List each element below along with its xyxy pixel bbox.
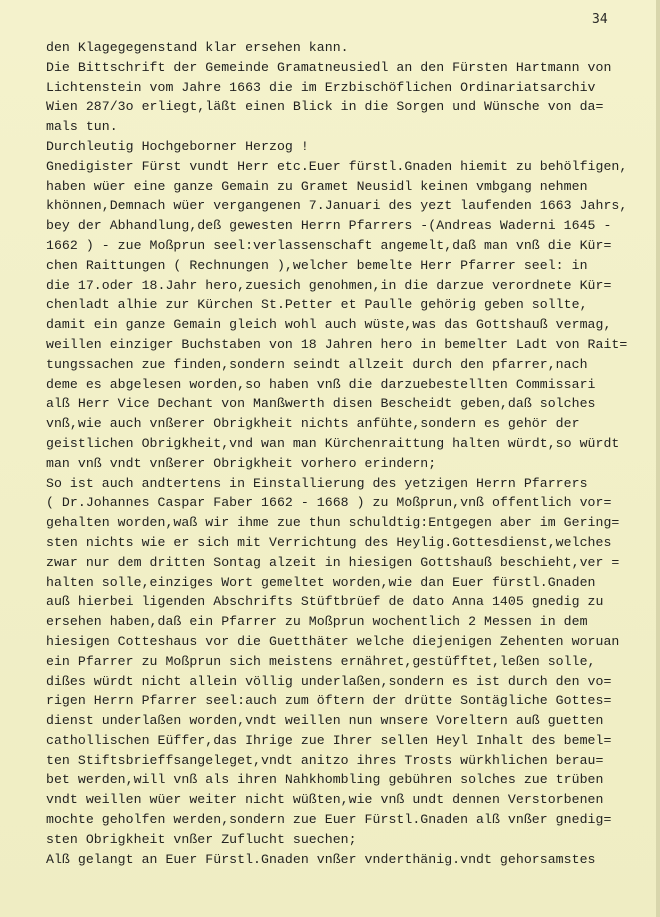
text-line: vndt weillen wüer weiter nicht wüßten,wie vnß undt dennen Verstorbenen bbox=[46, 792, 604, 808]
text-line: Lichtenstein vom Jahre 1663 die im Erzbischöflichen Ordinariatsarchiv bbox=[46, 79, 596, 95]
text-line: dienst underlaßen worden,vndt weillen nun wnsere Voreltern auß guetten bbox=[46, 713, 604, 729]
text-line: dißes würdt nicht allein völlig underlaßen,sondern es ist durch den vo= bbox=[46, 673, 612, 689]
text-line: den Klagegegenstand klar ersehen kann. bbox=[46, 40, 349, 55]
text-line: geistlichen Obrigkheit,vnd wan man Kürchenraittung halten würdt,so würdt bbox=[46, 435, 620, 451]
text-line: Alß gelangt an Euer Fürstl.Gnaden vnßer vnderthänig.vndt gehorsamstes bbox=[46, 851, 596, 867]
text-line: sten nichts wie er sich mit Verrichtung des Heylig.Gottesdienst,welches bbox=[46, 534, 612, 550]
text-line: auß hierbei ligenden Abschrifts Stüftbrüef de dato Anna 1405 gnedig zu bbox=[46, 594, 604, 610]
text-line: bey der Abhandlung,deß gewesten Herrn Pfarrers -(Andreas Waderni 1645 - bbox=[46, 218, 612, 234]
text-line: deme es abgelesen worden,so haben vnß die darzuebestellten Commissari bbox=[46, 376, 596, 392]
text-line: Wien 287/3o erliegt,läßt einen Blick in die Sorgen und Wünsche von da= bbox=[46, 99, 604, 115]
text-line: ein Pfarrer zu Moßprun sich meistens ernähret,gestüfftet,leßen solle, bbox=[46, 653, 596, 669]
text-line: hiesigen Cotteshaus vor die Guetthäter welche diejenigen Zehenten woruan bbox=[46, 633, 620, 649]
page-edge bbox=[656, 0, 660, 917]
text-line: tungssachen zue finden,sondern seindt allzeit durch den pfarrer,nach bbox=[46, 356, 588, 372]
text-line: damit ein ganze Gemain gleich wohl auch wüste,was das Gottshauß vermag, bbox=[46, 317, 612, 333]
text-line: weillen einziger Buchstaben von 18 Jahren hero in bemelter Ladt von Rait= bbox=[46, 336, 628, 352]
text-line: rigen Herrn Pfarrer seel:auch zum öftern der drütte Sontägliche Gottes= bbox=[46, 693, 612, 709]
text-line: ( Dr.Johannes Caspar Faber 1662 - 1668 ) zu Moßprun,vnß offentlich vor= bbox=[46, 495, 612, 511]
text-line: ersehen haben,daß ein Pfarrer zu Moßprun wochentlich 2 Messen in dem bbox=[46, 614, 588, 630]
text-line: die 17.oder 18.Jahr hero,zuesich genohmen,in die darzue verordnete Kür= bbox=[46, 277, 612, 293]
text-line: So ist auch andtertens in Einstallierung des yetzigen Herrn Pfarrers bbox=[46, 475, 588, 491]
text-line: Gnedigister Fürst vundt Herr etc.Euer fürstl.Gnaden hiemit zu behölfigen, bbox=[46, 158, 628, 174]
text-line: mals tun. bbox=[46, 119, 118, 135]
page-number: 34 bbox=[592, 12, 608, 27]
text-line: man vnß vndt vnßerer Obrigkheit vorhero erindern; bbox=[46, 455, 437, 471]
text-line: sten Obrigkheit vnßer Zuflucht suechen; bbox=[46, 831, 357, 847]
text-line: khönnen,Demnach wüer vergangenen 7.Januari des yezt laufenden 1663 Jahrs, bbox=[46, 198, 628, 214]
text-line: chen Raittungen ( Rechnungen ),welcher bemelte Herr Pfarrer seel: in bbox=[46, 257, 588, 273]
text-line: cathollischen Eüffer,das Ihrige zue Ihrer sellen Heyl Inhalt des bemel= bbox=[46, 732, 612, 748]
text-line: Die Bittschrift der Gemeinde Gramatneusiedl an den Fürsten Hartmann von bbox=[46, 59, 612, 75]
text-line: bet werden,will vnß als ihren Nahkhombling gebühren solches zue trüben bbox=[46, 772, 604, 788]
text-line: haben wüer eine ganze Gemain zu Gramet Neusidl keinen vmbgang nehmen bbox=[46, 178, 588, 194]
text-line: gehalten worden,waß wir ihme zue thun schuldtig:Entgegen aber im Gering= bbox=[46, 515, 620, 531]
text-line: alß Herr Vice Dechant von Manßwerth disen Bescheidt geben,daß solches bbox=[46, 396, 596, 412]
text-line: mochte geholfen werden,sondern zue Euer Fürstl.Gnaden alß vnßer gnedig= bbox=[46, 812, 612, 828]
text-line: 1662 ) - zue Moßprun seel:verlassenschaft angemelt,daß man vnß die Kür= bbox=[46, 237, 612, 253]
typewritten-body bbox=[46, 38, 656, 869]
text-line: Durchleutig Hochgeborner Herzog ! bbox=[46, 138, 309, 154]
text-line: zwar nur dem dritten Sontag alzeit in hiesigen Gottshauß beschieht,ver = bbox=[46, 554, 620, 570]
text-line: halten solle,einziges Wort gemeltet worden,wie dan Euer fürstl.Gnaden bbox=[46, 574, 596, 590]
text-line: vnß,wie auch vnßerer Obrigkheit nichts anfühte,sondern es gehör der bbox=[46, 416, 580, 432]
text-line: ten Stiftsbrieffsangeleget,vndt anitzo ihres Trosts würkhlichen berau= bbox=[46, 752, 604, 768]
text-line: chenladt alhie zur Kürchen St.Petter et Paulle gehörig geben sollte, bbox=[46, 297, 588, 313]
